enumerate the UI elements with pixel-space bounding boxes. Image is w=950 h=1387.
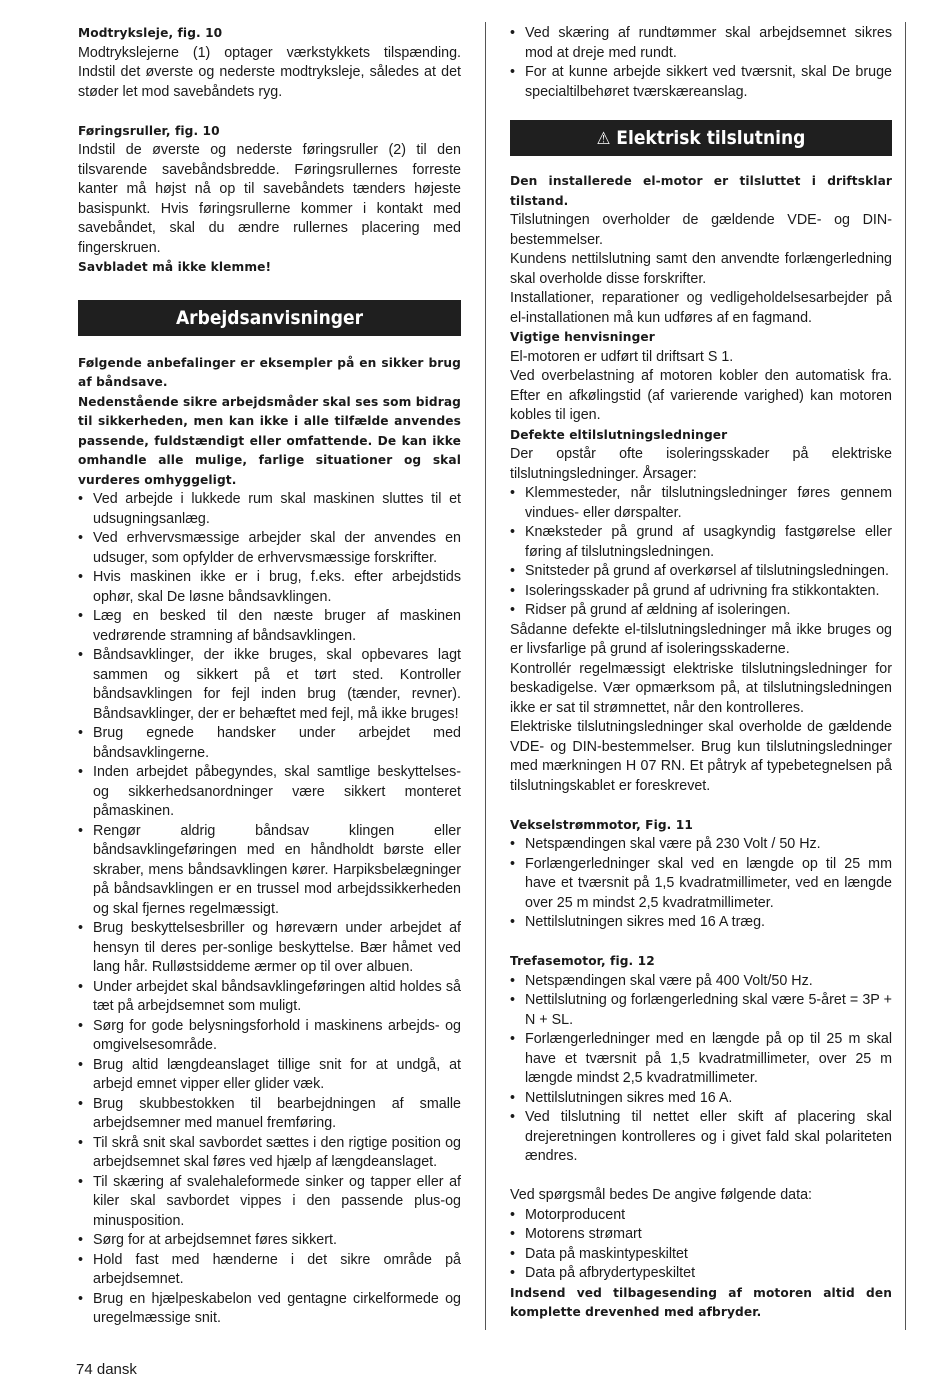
list-item: • Data på afbrydertypeskiltet: [510, 1264, 892, 1284]
list-item: • Ved tilslutning til nettet eller skift af placering skal drejeretningen kontrolleres og i givet fald skal polariteten ændres.: [510, 1108, 892, 1167]
list-item: • Ved erhvervsmæssige arbejder skal der anvendes en udsuger, som opfylder de erhvervsmæssige forskrifter.: [78, 529, 461, 568]
instruction-list: [78, 490, 461, 1329]
instruction-list: [510, 24, 892, 102]
paragraph: El-motoren er udført til driftsart S 1.: [510, 348, 734, 365]
paragraph: Indstil de øverste og nederste føringsruller (2) til den tilsvarende savebåndsbredde. Føringsrullernes forreste kanter må højst nå op til savebåndets tænders højeste basispunkt. Hvis føringsrullerne kommer i kontakt med savebåndet, skal du ændre rullernes placering med fingerskruen.: [78, 142, 461, 256]
list-item: • Til skrå snit skal savbordet sættes i den rigtige position og arbejdsemnet skal føres ved hjælp af længdeanslaget.: [78, 1134, 461, 1173]
column-rule-right: [905, 22, 906, 1330]
list-item: • Netspændingen skal være på 400 Volt/50 Hz.: [510, 972, 892, 992]
list-item: • Hvis maskinen ikke er i brug, f.eks. efter arbejdstids ophør, skal De løsne båndsavklingen.: [78, 568, 461, 607]
section-heading: Trefasemotor, fig. 12: [510, 954, 655, 968]
list-item: • Data på maskintypeskiltet: [510, 1245, 892, 1265]
list-item: • Ved skæring af rundtømmer skal arbejdsemnet sikres mod at dreje med rundt.: [510, 24, 892, 63]
section-heading: Vigtige henvisninger: [510, 330, 655, 344]
list-item: • Sørg for at arbejdsemnet føres sikkert.: [78, 1231, 461, 1251]
list-item: • Nettilslutningen sikres med 16 A.: [510, 1089, 892, 1109]
cause-list: [510, 484, 892, 621]
column-rule-left: [485, 22, 486, 1330]
list-item: • Ridser på grund af ældning af isoleringen.: [510, 601, 892, 621]
right-column: [510, 24, 892, 1323]
list-item: • Brug egnede handsker under arbejdet med båndsavklingerne.: [78, 724, 461, 763]
list-item: • Brug en hjælpeskabelon ved gentagne cirkelformede og uregelmæssige snit.: [78, 1290, 461, 1329]
list-item: • Inden arbejdet påbegyndes, skal samtlige beskyttelses- og sikkerhedsanordninger være sikkert monteret påmaskinen.: [78, 763, 461, 822]
list-item: • Nettilslutning og forlængerledning skal være 5-året = 3P + N + SL.: [510, 991, 892, 1030]
paragraph: Modtrykslejerne (1) optager værkstykkets tilspænding. Indstil det øverste og nederste modtryksleje, således at det støder let mod savebåndets ryg.: [78, 44, 461, 100]
paragraph: Der opstår ofte isoleringsskader på elektriske tilslutningsledninger. Årsager:: [510, 446, 892, 482]
list-item: • Forlængerledninger skal ved en længde op til 25 mm have et tværsnit på 1,5 kvadratmillimeter, ved en længde over 25 m mindst 2,5 kvadratmillimeter.: [510, 855, 892, 914]
closing-note: Indsend ved tilbagesending af motoren altid den komplette drevenhed med afbryder.: [510, 1285, 892, 1319]
paragraph: Installationer, reparationer og vedligeholdelsesarbejder på el-installationen må kun udføres af en fagmand.: [510, 290, 892, 326]
paragraph: Ved spørgsmål bedes De angive følgende data:: [510, 1187, 813, 1203]
section-banner: [510, 120, 892, 156]
left-column: [78, 24, 461, 1329]
list-item: • Under arbejdet skal båndsavklingeføringen altid holdes så tæt på arbejdsemnet som muligt.: [78, 978, 461, 1017]
section-heading: Defekte eltilslutningsledninger: [510, 427, 728, 442]
list-item: • Ved arbejde i lukkede rum skal maskinen sluttes til et udsugningsanlæg.: [78, 490, 461, 529]
intro-bold: Nedenstående sikre arbejdsmåder skal ses som bidrag til sikkerheden, men kan ikke i alle tilfælde anvendes passende, fuldstændigt eller omfattende. De kan ikke omhandle alle mulige, farlige situationer og skal vurderes omhyggeligt.: [78, 394, 461, 487]
list-item: • Snitsteder på grund af overkørsel af tilslutningsledningen.: [510, 562, 892, 582]
list-item: • Nettilslutningen sikres med 16 A træg.: [510, 913, 892, 933]
list-item: • Knæksteder på grund af usagkyndig fastgørelse eller føring af tilslutningsledningen.: [510, 523, 892, 562]
warning-triangle-icon: ⚠: [596, 129, 611, 149]
list-item: • Forlængerledninger med en længde på op til 25 m skal have et tværsnit på 1,5 kvadratmillimeter, over 25 m længde mindst 2,5 kvadratmillimeter.: [510, 1030, 892, 1089]
section-heading: Føringsruller, fig. 10: [78, 123, 220, 138]
paragraph: Ved overbelastning af motoren kobler den automatisk fra. Efter en afkølingstid (af varierende varighed) kan motoren kobles til igen.: [510, 368, 892, 423]
warning-note: Savbladet må ikke klemme!: [78, 260, 272, 274]
paragraph: Elektriske tilslutningsledninger skal overholde de gældende VDE- og DIN-bestemmelser. Brug kun tilslutningsledninger med mærkningen H 07 RN. Et påtryk af typebetegnelsen på tilslutningskablet er foreskrevet.: [510, 719, 892, 794]
data-list: [510, 1206, 892, 1284]
list-item: • Brug skubbestokken til bearbejdningen af smalle arbejdsemner med manuel fremføring.: [78, 1095, 461, 1134]
list-item: • Til skæring af svalehaleformede sinker og tapper eller af kiler skal savbordet vippes i den passende plus-og minusposition.: [78, 1173, 461, 1232]
paragraph: Kontrollér regelmæssigt elektriske tilslutningsledninger for beskadigelse. Vær opmærksom på, at tilslutningsledningen ikke er sat til strømnettet, når den kontrolleres.: [510, 660, 892, 716]
list-item: • Isoleringsskader på grund af udrivning fra stikkontakten.: [510, 582, 892, 602]
intro-bold: Den installerede el-motor er tilsluttet i driftsklar tilstand.: [510, 174, 892, 208]
list-item: • Brug altid længdeanslaget tillige snit for at undgå, at arbejd emnet vipper eller glider væk.: [78, 1056, 461, 1095]
list-item: • Motorens strømart: [510, 1225, 892, 1245]
section-heading: Vekselstrømmotor, Fig. 11: [510, 817, 693, 832]
list-item: • Klemmesteder, når tilslutningsledninger føres gennem vindues- eller dørspalter.: [510, 484, 892, 523]
paragraph: Sådanne defekte el-tilslutningsledninger må ikke bruges og er livsfarlige på grund af isoleringsskaderne.: [510, 621, 892, 657]
list-item: • Netspændingen skal være på 230 Volt / 50 Hz.: [510, 835, 892, 855]
banner-title: Elektrisk tilslutning: [616, 127, 806, 149]
list-item: • Båndsavklinger, der ikke bruges, skal opbevares lagt sammen og sikkert på et tørt sted. Kontroller båndsavklingen for fejl inden brug (tænder, revner). Båndsavklinger, der er behæftet med fejl, må ikke bruges!: [78, 646, 461, 724]
paragraph: Kundens nettilslutning samt den anvendte forlængerledning skal overholde disse forskrifter.: [510, 251, 892, 287]
list-item: • Læg en besked til den næste bruger af maskinen vedrørende stramning af båndsavklingen.: [78, 607, 461, 646]
page-footer: 74 dansk: [76, 1361, 137, 1378]
list-item: • Brug beskyttelsesbriller og høreværn under arbejdet af hensyn til deres per-sonlige beskyttelse. Bær håmet ved lang hår. Rulløstsiddeme ærmer op til over albuen.: [78, 919, 461, 978]
section-heading: Modtryksleje, fig. 10: [78, 26, 223, 40]
section-banner: [78, 300, 461, 336]
list-item: • Sørg for gode belysningsforhold i maskinens arbejds- og omgivelsesområde.: [78, 1017, 461, 1056]
list-item: • Rengør aldrig båndsav klingen eller båndsavklingeføringen med en håndholdt børste eller skraber, mens båndsavklingen kører. Harpiksbelægninger på båndsavklingen er en trussel mod arbejdssikkerheden og skal fjernes regelmæssigt.: [78, 822, 461, 920]
paragraph: Tilslutningen overholder de gældende VDE- og DIN-bestemmelser.: [510, 212, 892, 248]
list-item: • For at kunne arbejde sikkert ved tværsnit, skal De bruge specialtilbehøret tværskæreanslag.: [510, 63, 892, 102]
banner-title: Arbejdsanvisninger: [175, 306, 364, 329]
spec-list: [510, 835, 892, 933]
intro-bold: Følgende anbefalinger er eksempler på en sikker brug af båndsave.: [78, 355, 461, 389]
list-item: • Hold fast med hænderne i det sikre område på arbejdsemnet.: [78, 1251, 461, 1290]
list-item: • Motorproducent: [510, 1206, 892, 1226]
spec-list: [510, 972, 892, 1167]
